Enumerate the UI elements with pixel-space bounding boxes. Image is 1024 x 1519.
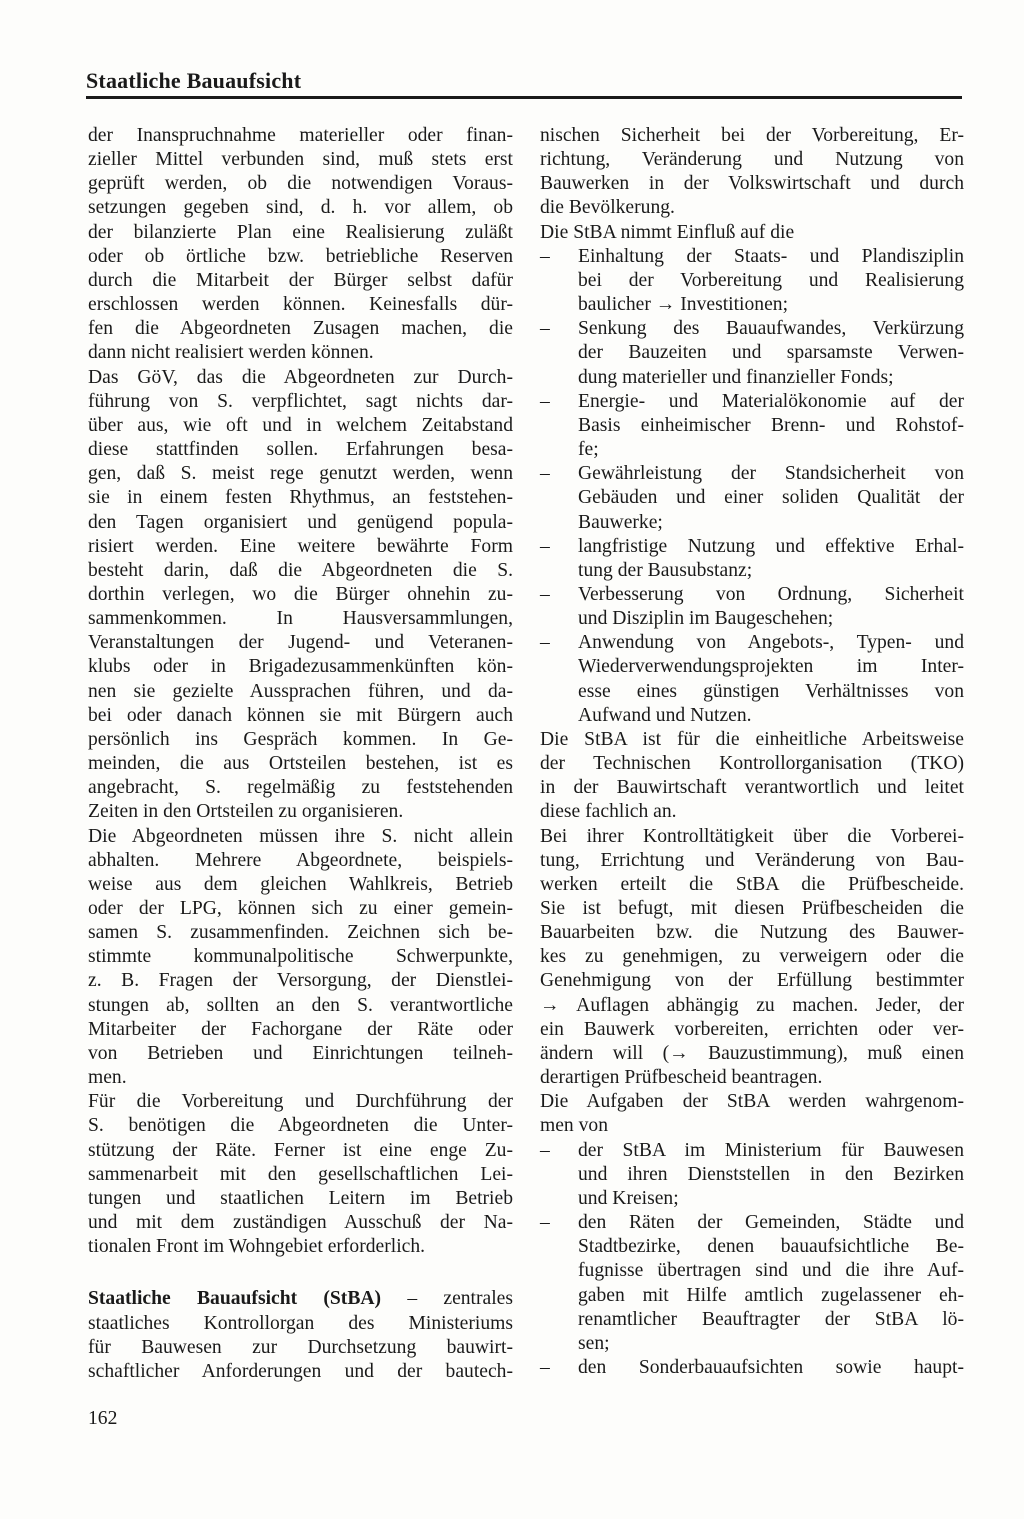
text-line: ein Bauwerk vorbereiten, errichten oder ver-	[540, 1018, 964, 1040]
list-item	[540, 1211, 964, 1356]
list-item	[540, 390, 964, 462]
text-line: Genehmigung von der Erfüllung bestimmter	[540, 970, 964, 992]
text-line: fen die Abgeordneten Zusagen machen, die	[88, 318, 513, 340]
text-line: und mit dem zuständigen Ausschuß der Na-	[88, 1212, 513, 1234]
text-line: fugnisse übertragen sind und die ihre Auf-	[578, 1260, 964, 1282]
text-line: der Inanspruchnahme materieller oder finan-	[88, 125, 513, 146]
text-line: erschlossen werden können. Keinesfalls dür-	[88, 294, 513, 316]
text-line: Die StBA ist für die einheitliche Arbeitsweise	[540, 728, 964, 750]
list-item	[540, 317, 964, 389]
list-item	[540, 1356, 964, 1380]
text-line: men.	[88, 1067, 127, 1089]
text-line: fe;	[578, 439, 599, 461]
list-dash: –	[540, 245, 550, 267]
text-line: durch die Mitarbeit der Bürger selbst dafür	[88, 269, 513, 291]
text-line: und Disziplin im Baugeschehen;	[578, 608, 834, 630]
text-line: stimmte kommunalpolitische Schwerpunkte,	[88, 946, 513, 968]
text-line: weise aus dem gleichen Wahlkreis, Betrieb	[88, 873, 513, 895]
left-body-text	[88, 124, 513, 1259]
text-line: kes zu genehmigen, zu verweigern oder die	[540, 946, 964, 968]
list-item	[540, 245, 964, 317]
list-dash: –	[540, 463, 550, 485]
right-column	[540, 124, 964, 1380]
text-line: angebracht, S. regelmäßig zu feststehenden	[88, 777, 513, 799]
text-line: gen, daß S. meist rege genutzt werden, wenn	[88, 463, 513, 485]
text-line: Gebäuden und einer soliden Qualität der	[578, 487, 964, 509]
text-line: Stadtbezirke, denen bauaufsichtliche Be-	[578, 1236, 964, 1258]
header-title: Staatliche Bauaufsicht	[86, 68, 302, 93]
text-line: sen;	[578, 1332, 610, 1354]
text-line: Basis einheimischer Brenn- und Rohstof-	[578, 414, 964, 436]
text-line: persönlich ins Gespräch kommen. In Ge-	[88, 728, 513, 750]
text-line: der bilanzierte Plan eine Realisierung zuläßt	[88, 221, 513, 243]
text-line: bei oder danach können sie mit Bürgern auch	[88, 704, 513, 726]
text-line: stungen ab, sollten an den S. verantwortliche	[88, 994, 513, 1016]
text-line: renamtlicher Beauftragter der StBA lö-	[578, 1308, 964, 1330]
text-line: meinden, die aus Ortsteilen bestehen, ist es	[88, 753, 513, 775]
entry-term-dash: – zentrales	[407, 1288, 513, 1310]
entry-body-text	[88, 1312, 513, 1384]
list-dash: –	[540, 1356, 550, 1378]
text-line: Die Abgeordneten müssen ihre S. nicht allein	[88, 825, 513, 847]
text-line: setzungen gegeben sind, d. h. vor allem, ob	[88, 197, 513, 219]
text-line: tung, Errichtung und Veränderung von Bau-	[540, 849, 964, 871]
text-line: abhalten. Mehrere Abgeordnete, beispiels-	[88, 849, 513, 871]
text-line: klubs oder in Brigadezusammenkünften kön-	[88, 656, 513, 678]
text-line: samen S. zusammenfinden. Zeichnen sich be-	[88, 922, 513, 944]
text-line: Energie- und Materialökonomie auf der	[578, 390, 964, 412]
right-middle-text	[540, 728, 964, 1139]
text-line: Anwendung von Angebots-, Typen- und	[578, 632, 964, 654]
text-line: diese stattfinden sollen. Erfahrungen besa-	[88, 439, 513, 461]
text-line: dann nicht realisiert werden können.	[88, 342, 374, 364]
text-line: zieller Mittel verbunden sind, muß stets erst	[88, 149, 513, 171]
dictionary-entry	[88, 1287, 513, 1384]
text-line: S. benötigen die Abgeordneten die Unter-	[88, 1115, 513, 1137]
text-line: Bei ihrer Kontrolltätigkeit über die Vorberei-	[540, 825, 964, 847]
text-line: Zeiten in den Ortsteilen zu organisieren.	[88, 801, 404, 823]
task-list	[540, 1139, 964, 1381]
list-item	[540, 631, 964, 728]
text-line: den Tagen organisiert und genügend popula-	[88, 511, 513, 533]
text-line: z. B. Fragen der Versorgung, der Dienstlei-	[88, 970, 513, 992]
text-line: Das GöV, das die Abgeordneten zur Durch-	[88, 366, 513, 388]
page-number: 162	[88, 1408, 118, 1429]
text-line: langfristige Nutzung und effektive Erhal-	[578, 535, 964, 557]
text-line: der Technischen Kontrollorganisation (TKO)	[540, 753, 964, 775]
text-line: dorthin verlegen, wo die Bürger ohnehin zu-	[88, 583, 513, 605]
entry-spacer	[88, 1259, 513, 1287]
text-line: für Bauwesen zur Durchsetzung bauwirt-	[88, 1336, 513, 1358]
text-line: den Sonderbauaufsichten sowie haupt-	[578, 1356, 964, 1378]
text-line: über aus, wie oft und in welchem Zeitabstand	[88, 414, 513, 436]
text-line: führung von S. verpflichtet, sagt nichts dar-	[88, 390, 513, 412]
text-line: von Betrieben und Einrichtungen teilneh-	[88, 1042, 513, 1064]
text-line: Mitarbeiter der Fachorgane der Räte oder	[88, 1018, 513, 1040]
text-line: Sie ist befugt, mit diesen Prüfbescheiden die	[540, 898, 964, 919]
text-line: Bauarbeiten bzw. die Nutzung des Bauwer-	[540, 922, 964, 944]
text-line: der Bauzeiten und sparsamste Verwen-	[578, 342, 964, 364]
list-dash: –	[540, 1139, 550, 1161]
text-line: staatliches Kontrollorgan des Ministeriums	[88, 1312, 513, 1334]
text-line: risiert werden. Eine weitere bewährte Form	[88, 535, 513, 557]
influence-list	[540, 245, 964, 728]
text-line: Die StBA nimmt Einfluß auf die	[540, 221, 795, 243]
text-line: bei der Vorbereitung und Realisierung	[578, 269, 964, 291]
list-item	[540, 462, 964, 534]
text-line: tung der Bausubstanz;	[578, 559, 753, 581]
right-intro-text	[540, 124, 964, 245]
text-line: oder ob örtliche bzw. betriebliche Reserven	[88, 245, 513, 267]
text-line: Aufwand und Nutzen.	[578, 704, 752, 726]
entry-first-line	[88, 1287, 513, 1311]
text-line: Senkung des Bauaufwandes, Verkürzung	[578, 318, 964, 340]
text-line: und Kreisen;	[578, 1187, 679, 1209]
list-dash: –	[540, 583, 550, 605]
list-item	[540, 1139, 964, 1211]
text-line: Die Aufgaben der StBA werden wahrgenom-	[540, 1091, 964, 1113]
text-line: richtung, Veränderung und Nutzung von	[540, 149, 964, 171]
text-line: Veranstaltungen der Jugend- und Veteranen-	[88, 632, 513, 654]
text-line: nen sie gezielte Aussprachen führen, und da-	[88, 680, 513, 702]
text-line: → Auflagen abhängig zu machen. Jeder, der	[540, 994, 964, 1016]
list-dash: –	[540, 1212, 550, 1234]
text-line: und ihren Dienststellen in den Bezirken	[578, 1163, 964, 1185]
text-line: Bauwerke;	[578, 511, 663, 533]
text-line: die Bevölkerung.	[540, 197, 675, 219]
text-line: tionalen Front im Wohngebiet erforderlich.	[88, 1236, 426, 1258]
text-line: in der Bauwirtschaft verantwortlich und leitet	[540, 777, 964, 799]
list-dash: –	[540, 632, 550, 654]
left-column	[88, 124, 513, 1384]
running-header	[86, 66, 962, 99]
text-line: der StBA im Ministerium für Bauwesen	[578, 1139, 964, 1161]
text-line: gaben mit Hilfe amtlich zugelassener eh-	[578, 1284, 964, 1306]
list-item	[540, 583, 964, 631]
text-line: Wiederverwendungsprojekten im Inter-	[578, 656, 964, 678]
text-line: sammenkommen. In Hausversammlungen,	[88, 608, 513, 630]
list-item	[540, 535, 964, 583]
text-line: geprüft werden, ob die notwendigen Voraus-	[88, 173, 513, 195]
text-line: oder der LPG, können sich zu einer gemein-	[88, 898, 513, 919]
text-line: baulicher → Investitionen;	[578, 294, 789, 316]
text-line: besteht darin, daß die Abgeordneten die S.	[88, 559, 513, 581]
text-line: nischen Sicherheit bei der Vorbereitung, Er-	[540, 125, 964, 146]
text-line: ändern will (→ Bauzustimmung), muß einen	[540, 1042, 964, 1064]
text-line: schaftlicher Anforderungen und der bautech-	[88, 1360, 513, 1382]
text-line: dung materieller und finanzieller Fonds;	[578, 366, 894, 388]
text-line: Einhaltung der Staats- und Plandisziplin	[578, 245, 964, 267]
entry-term: Staatliche Bauaufsicht (StBA)	[88, 1288, 382, 1310]
text-line: men von	[540, 1115, 609, 1137]
list-dash: –	[540, 318, 550, 340]
text-line: Verbesserung von Ordnung, Sicherheit	[578, 583, 964, 605]
list-dash: –	[540, 535, 550, 557]
text-line: stützung der Räte. Ferner ist eine enge Zu-	[88, 1139, 513, 1161]
text-line: sie in einem festen Rhythmus, an feststehen-	[88, 487, 513, 509]
text-line: Für die Vorbereitung und Durchführung der	[88, 1091, 513, 1113]
text-line: sammenarbeit mit den gesellschaftlichen Lei-	[88, 1163, 513, 1185]
text-line: den Räten der Gemeinden, Städte und	[578, 1212, 964, 1234]
text-line: werken erteilt die StBA die Prüfbescheide.	[540, 873, 964, 895]
text-line: diese fachlich an.	[540, 801, 677, 823]
text-line: Bauwerken in der Volkswirtschaft und durch	[540, 173, 964, 195]
text-line: esse eines günstigen Verhältnisses von	[578, 680, 964, 702]
list-dash: –	[540, 390, 550, 412]
text-line: tungen und staatlichen Leitern im Betrieb	[88, 1187, 513, 1209]
text-line: Gewährleistung der Standsicherheit von	[578, 463, 964, 485]
text-line: derartigen Prüfbescheid beantragen.	[540, 1067, 823, 1089]
